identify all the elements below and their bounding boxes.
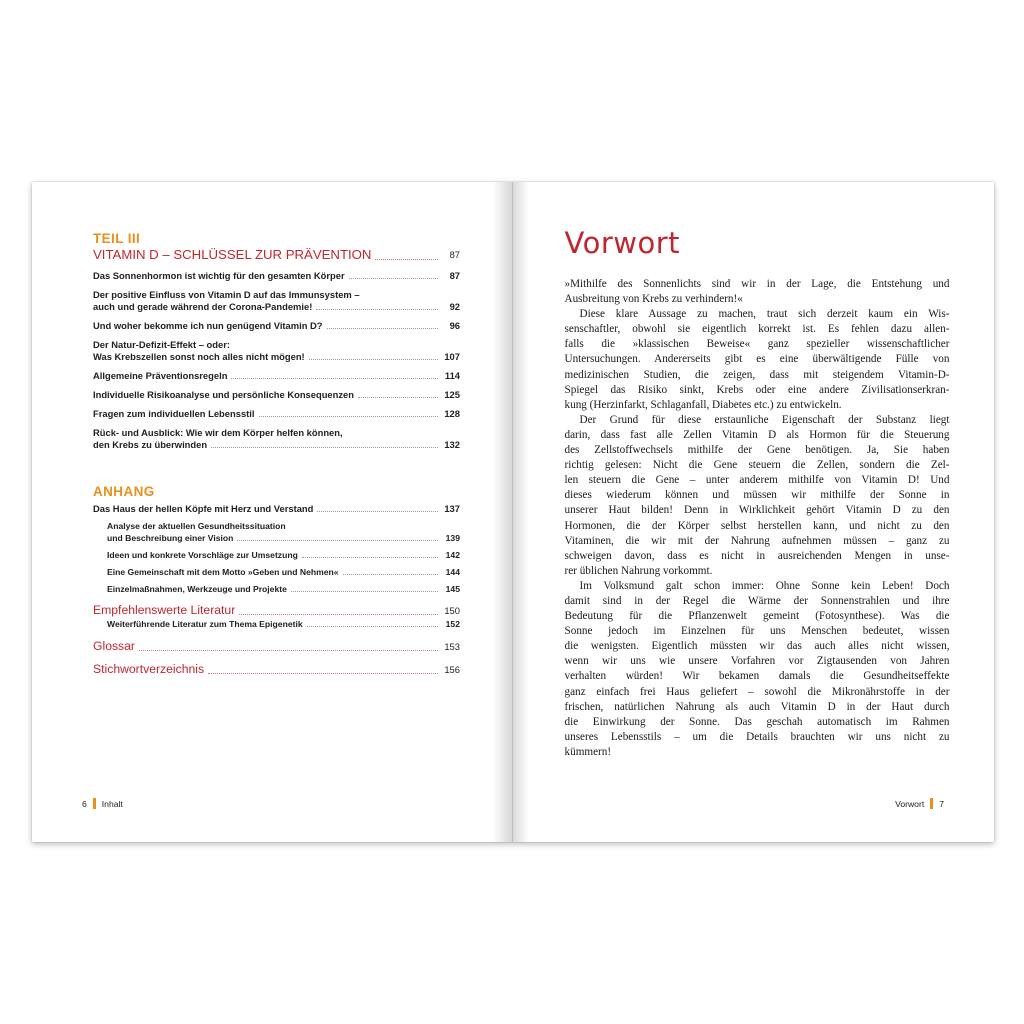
body-line: unseres Lebensstils – um die Details brauchten wir uns nicht zu <box>564 730 950 743</box>
toc-entry-literatur-sub[interactable]: Weiterführende Literatur zum Thema Epigenetik 152 <box>107 619 460 629</box>
body-line: die wenigsten. Eigentlich müssten wir das auch alles nicht wissen, <box>564 640 950 653</box>
toc-entry-anhang-sub-3[interactable] <box>93 583 460 595</box>
right-page-footer <box>895 798 944 809</box>
toc-entry-page: 139 <box>445 533 460 543</box>
right-page-vorwort <box>513 182 995 842</box>
body-line: falls die »klassischen Beweise« ganz spezieller wissenschaftlicher <box>564 338 950 351</box>
body-line: frischen, natürlichen Nahrung als auch Vitamin D in der Haut durch <box>564 700 950 713</box>
toc-entry-title: Fragen zum individuellen Lebensstil <box>93 408 255 419</box>
toc-entry-title: Was Krebszellen sonst noch alles nicht mögen! <box>93 351 305 362</box>
toc-entry-title: Und woher bekomme ich nun genügend Vitamin D? <box>93 320 323 331</box>
teil-entries-list <box>93 270 460 451</box>
toc-entry-teil-7[interactable] <box>93 427 460 451</box>
body-line: verhalten würden! Wir bekamen damals die Gesundheitseffekte <box>564 670 950 683</box>
toc-entry-page: 114 <box>444 370 460 381</box>
toc-entry-title: Das Sonnenhormon ist wichtig für den gesamten Körper <box>93 270 345 281</box>
toc-entry-page: 92 <box>449 301 460 312</box>
toc-entry-literatur[interactable]: Empfehlenswerte Literatur 150 <box>93 603 460 617</box>
toc-entry-anhang-sub-2[interactable] <box>93 566 460 578</box>
body-line: kümmern! <box>564 745 612 758</box>
toc-entry-title: auch und gerade während der Corona-Pandemie! <box>93 301 313 312</box>
toc-entry-page: 96 <box>449 320 460 331</box>
body-line: Vitaminen, die wir mit der Nahrung aufnehmen müssen – ganz zu <box>564 534 950 547</box>
anhang-entries-list <box>93 520 460 595</box>
toc-entry-page: 142 <box>445 550 460 560</box>
footer-section-left: Inhalt <box>101 798 123 809</box>
toc-entry-anhang-main[interactable]: Das Haus der hellen Köpfe mit Herz und Verstand 137 <box>93 503 460 514</box>
body-line: Untersuchungen. Andererseits gibt es eine überwältigende Fülle von <box>564 353 950 366</box>
toc-entry-stichwort[interactable]: Stichwortverzeichnis 156 <box>93 662 460 676</box>
footer-accent-bar <box>930 798 933 809</box>
footer-section-right: Vorwort <box>895 798 925 809</box>
toc-entry-teil-4[interactable] <box>93 370 460 382</box>
toc-entry-title: Individuelle Risikoanalyse und persönliche Konsequenzen <box>93 389 354 400</box>
body-line: rer üblichen Nahrung vorkommt. <box>564 564 713 577</box>
body-line: unserer Haut bilden! Denn in Wirklichkeit gehört Vitamin D zu den <box>564 504 950 517</box>
book-spread <box>32 182 994 842</box>
body-line: Der Grund für diese erstaunliche Eigenschaft der Substanz liegt <box>579 413 950 426</box>
body-line: Bedeutung für die Pflanzenwelt gemeint (Fotosynthese). Was die <box>564 610 950 623</box>
page-number-left: 6 <box>82 798 87 809</box>
body-line: dieses wiederum können und müssen wir mithilfe der Sonne in <box>564 489 950 502</box>
toc-entry-glossar[interactable]: Glossar 153 <box>93 639 460 653</box>
body-line: Ausbreitung von Krebs zu verhindern!« <box>564 293 743 306</box>
toc-entry-teil-1[interactable] <box>93 289 460 313</box>
footer-accent-bar <box>93 798 96 809</box>
toc-entry-title: Allgemeine Präventionsregeln <box>93 370 228 381</box>
toc-entry-line: Analyse der aktuellen Gesundheitssituation <box>107 521 286 531</box>
body-line: darin, dass fast alle Zellen Vitamin D als Hormon für die Steuerung <box>564 428 950 441</box>
toc-entry-anhang-sub-0[interactable] <box>93 520 460 544</box>
toc-entry-title: Einzelmaßnahmen, Werkzeuge und Projekte <box>107 584 287 594</box>
toc-entry-page: 107 <box>444 351 460 362</box>
toc-entry-anhang-sub-1[interactable] <box>93 549 460 561</box>
body-line: len steuern die Gene – unter anderem mithilfe von Vitamin D! Und <box>564 474 950 487</box>
body-line: senschaftler, obwohl sie eigentlich korrekt ist. Es fehlen dazu allen- <box>564 323 950 336</box>
toc-entry-teil-6[interactable] <box>93 408 460 420</box>
body-line: medizinischen Studien, die zeigen, dass mit steigendem Vitamin-D- <box>564 368 950 381</box>
body-line: die Einwirkung der Sonne. Das geschah automatisch im Rahmen <box>564 715 950 728</box>
toc-entry-teil-0[interactable] <box>93 270 460 282</box>
left-page-contents <box>32 182 513 842</box>
toc-entry-page: 144 <box>445 567 460 577</box>
toc-entry-title: Ideen und konkrete Vorschläge zur Umsetzung <box>107 550 298 560</box>
body-line: Hormonen, die der Körper selbst herstellen kann, und nicht zu den <box>564 519 950 532</box>
toc-entry-title: und Beschreibung einer Vision <box>107 533 234 543</box>
toc-entry-page: 128 <box>444 408 460 419</box>
toc-entry-page: 145 <box>445 584 460 594</box>
section-label-anhang: ANHANG <box>93 484 155 499</box>
toc-entry-teil-title[interactable]: VITAMIN D – SCHLÜSSEL ZUR PRÄVENTION 87 <box>93 247 460 262</box>
toc-entry-line: Der positive Einfluss von Vitamin D auf das Immunsystem – <box>93 289 360 300</box>
body-line: »Mithilfe des Sonnenlichts sind wir in der Lage, die Entstehung und <box>564 278 950 290</box>
body-line: Diese klare Aussage zu machen, traut sich derzeit kaum ein Wis- <box>579 308 950 321</box>
body-line: des Zellstoffwechsels mithilfe der Gene benötigen. Ja, Sie haben <box>564 444 950 457</box>
body-line: schweigen davon, dass es nicht in ausreichenden Mengen in unse- <box>564 549 950 562</box>
body-line: ganz einfach frei Haus geliefert – sowohl die Mikronährstoffe in der <box>564 685 950 698</box>
table-of-contents <box>93 231 460 677</box>
toc-entry-title: den Krebs zu überwinden <box>93 439 208 450</box>
toc-entry-teil-5[interactable] <box>93 389 460 401</box>
toc-entry-title: Eine Gemeinschaft mit dem Motto »Geben und Nehmen« <box>107 567 339 577</box>
body-line: richtig gelesen: Nicht die Gene steuern die Zellen, sondern die Zel- <box>564 459 950 472</box>
page-title: Vorwort <box>564 226 681 260</box>
toc-entry-page: 132 <box>444 439 460 450</box>
body-line: Spiegel das Risiko sinkt, Krebs oder eine andere Zivilisationserkran- <box>564 383 950 396</box>
toc-entry-line: Der Natur-Defizit-Effekt – oder: <box>93 339 230 350</box>
body-line: damit sind in der Regel die Wärme der Sonnenstrahlen und ihre <box>564 594 950 607</box>
toc-entry-line: Rück- und Ausblick: Wie wir dem Körper helfen können, <box>93 427 343 438</box>
vorwort-body-text <box>565 277 950 760</box>
body-line: kung (Herzinfarkt, Schlaganfall, Diabetes etc.) zu entwickeln. <box>564 398 842 411</box>
toc-entry-teil-3[interactable] <box>93 339 460 363</box>
body-line: Im Volksmund galt schon immer: Ohne Sonne kein Leben! Doch <box>579 579 950 592</box>
body-line: Sonne jedoch im Einzelnen für uns Menschen bedeutet, wissen <box>564 625 950 638</box>
toc-entry-page: 87 <box>449 270 460 281</box>
left-page-footer <box>82 798 123 809</box>
page-number-right: 7 <box>939 798 944 809</box>
toc-entry-teil-2[interactable] <box>93 320 460 332</box>
toc-entry-page: 125 <box>444 389 460 400</box>
body-line: wenn wir uns wie unsere Vorfahren vor Zigtausenden von Jahren <box>564 655 950 668</box>
section-label-teil: TEIL III <box>93 231 141 246</box>
